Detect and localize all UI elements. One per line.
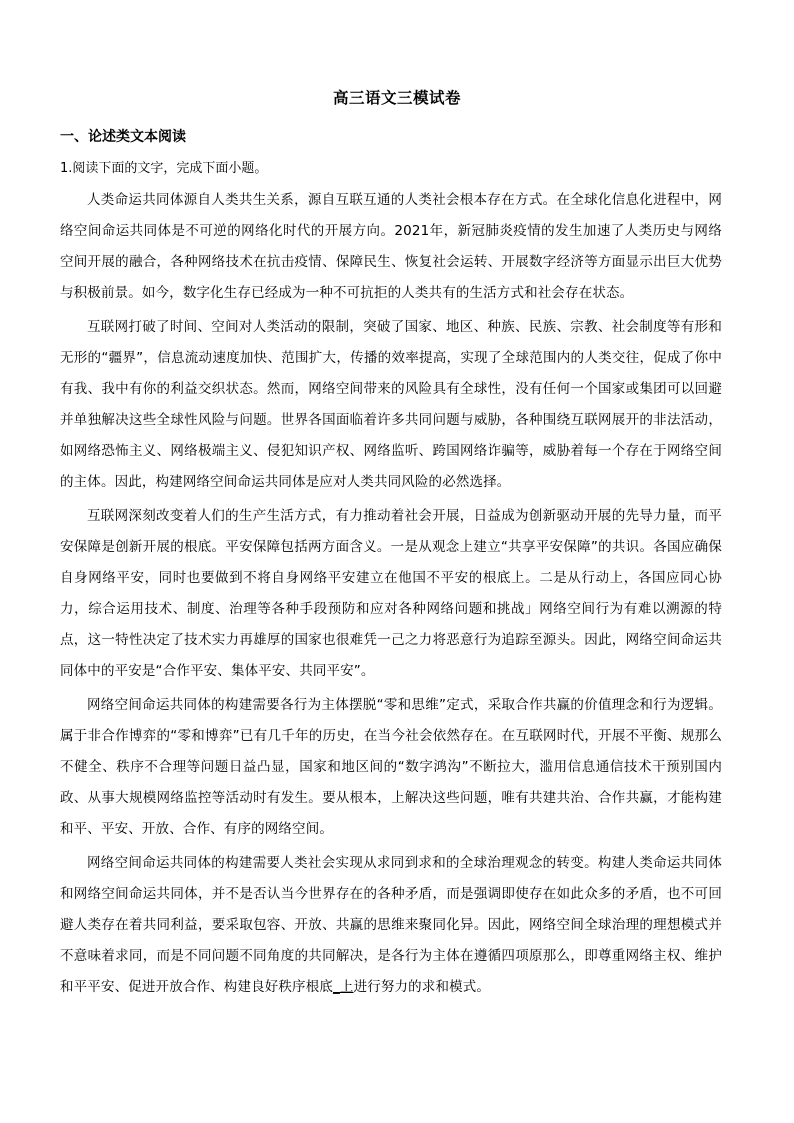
passage-paragraph-3: 互联网深刻改变着人们的生产生活方式，有力推动着社会开展，日益成为创新驱动开展的先导力量，而平安保障是创新开展的根底。平安保障包括两方面含义。一是从观念上建立“共享平安保障”的共识。各国应确保自身网络平安，同时也要做到不将自身网络平安建立在他国不平安的根底上。二是从行动上，各国应同心协力，综合运用技术、制度、治理等各种手段预防和应对各种网络问题和挑战」网络空间行为有难以溯源的特点，这一特性决定了技术实力再雄厚的国家也很难凭一己之力将恶意行为追踪至源头。因此，网络空间命运共同体中的平安是“合作平安、集体平安、共同平安”。 <box>60 508 722 679</box>
paragraph-5-underlined-text: _上 <box>333 979 354 995</box>
section-heading: 一、论述类文本阅读 <box>60 129 186 145</box>
paragraph-5-text-end: 进行努力的求和模式。 <box>353 979 491 995</box>
question-stem: 1.阅读下面的文字，完成下面小题。 <box>60 161 268 176</box>
passage-paragraph-5 <box>60 848 722 1003</box>
passage-paragraph-2: 互联网打破了时间、空间对人类活动的限制，突破了国家、地区、种族、民族、宗教、社会制度等有形和无形的“疆界”，信息流动速度加快、范围扩大，传播的效率提高，实现了全球范围内的人类交往，促成了你中有我、我中有你的利益交织状态。然而，网络空间带来的风险具有全球性，没有任何一个国家或集团可以回避并单独解决这些全球性风险与问题。世界各国面临着许多共同问题与威胁，各种围绕互联网展开的非法活动，如网络恐怖主义、网络极端主义、侵犯知识产权、网络监听、跨国网络诈骗等，威胁着每一个存在于网络空间的主体。因此，构建网络空间命运共同体是应对人类共同风险的必然选择。 <box>60 319 722 490</box>
paragraph-5-text-start: 网络空间命运共同体的构建需要人类社会实现从求同到求和的全球治理观念的转变。构建人类命运共同体和网络空间命运共同体，并不是否认当今世界存在的各种矛盾，而是强调即使存在如此众多的矛盾，也不可回避人类存在着共同利益，要采取包容、开放、共赢的思维来聚同化异。因此，网络空间全球治理的理想模式并不意味着求同，而是不同问题不同角度的共同解决，是各行为主体在遵循四项原那么，即尊重网络主权、维护和平平安、促进开放合作、构建良好秩序根底 <box>60 855 722 995</box>
reading-passage <box>60 185 722 1003</box>
page-title: 高三语文三模试卷 <box>332 89 461 107</box>
passage-paragraph-4: 网络空间命运共同体的构建需要各行为主体摆脱“零和思维”定式，采取合作共赢的价值理念和行为逻辑。属于非合作博弈的“零和博弈”已有几千年的历史，在当今社会依然存在。在互联网时代，开展不平衡、规那么不健全、秩序不合理等问题日益凸显，国家和地区间的“数字鸿沟”不断拉大，滥用信息通信技术干预别国内政、从事大规模网络监控等活动时有发生。要从根本，上解决这些问题，唯有共建共治、合作共赢，才能构建和平、平安、开放、合作、有序的网络空间。 <box>60 697 722 837</box>
passage-paragraph-1: 人类命运共同体源自人类共生关系，源自互联互通的人类社会根本存在方式。在全球化信息化进程中，网络空间命运共同体是不可逆的网络化时代的开展方向。2021年，新冠肺炎疫情的发生加速了人类历史与网络空间开展的融合，各种网络技术在抗击疫情、保障民生、恢复社会运转、开展数字经济等方面显示出巨大优势与积极前景。如今，数字化生存已经成为一种不可抗拒的人类共有的生活方式和社会存在状态。 <box>60 192 722 301</box>
